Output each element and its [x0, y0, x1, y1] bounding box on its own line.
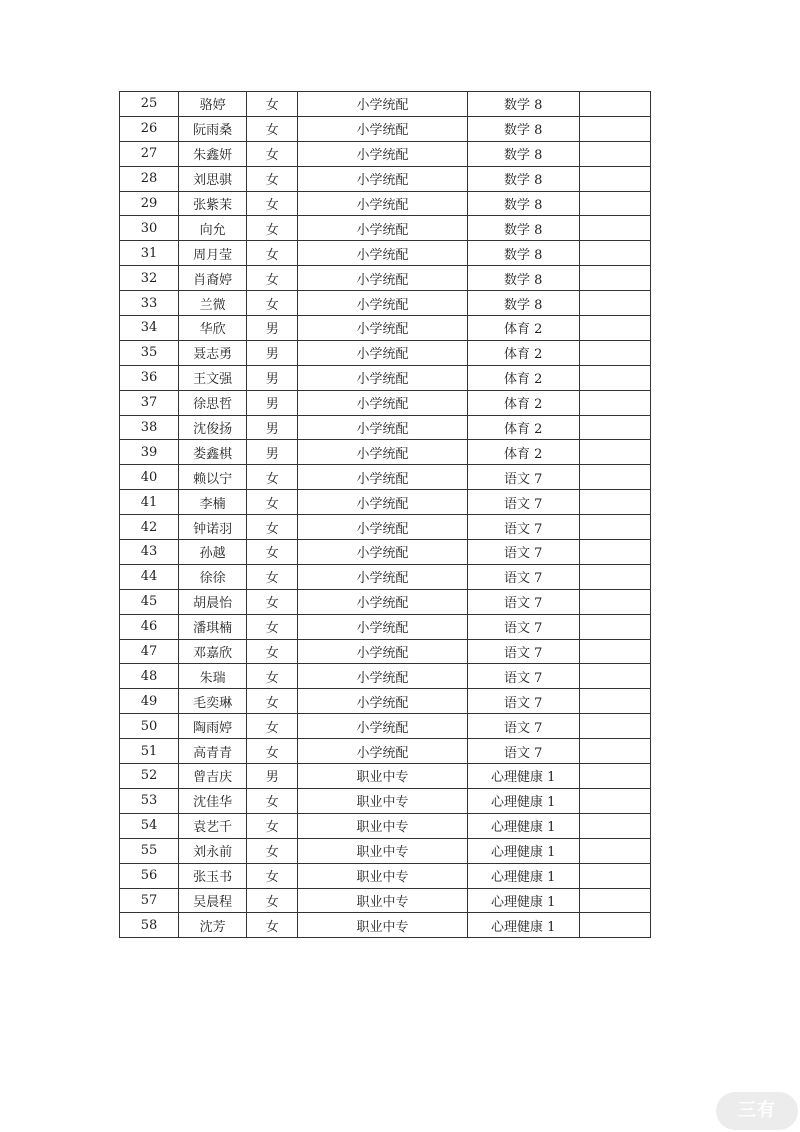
row-number-cell: 55	[120, 838, 179, 863]
assignment-type-cell: 小学统配	[298, 415, 467, 440]
name-cell: 沈芳	[179, 913, 247, 938]
gender-cell: 男	[247, 340, 298, 365]
subject-cell: 语文 7	[467, 614, 579, 639]
subject-cell: 数学 8	[467, 141, 579, 166]
subject-cell: 体育 2	[467, 390, 579, 415]
remarks-cell	[579, 764, 650, 789]
table-row	[120, 564, 651, 589]
row-number-cell: 54	[120, 813, 179, 838]
table-row	[120, 166, 651, 191]
row-number-cell: 43	[120, 540, 179, 565]
row-number-cell: 35	[120, 340, 179, 365]
row-number-cell: 41	[120, 490, 179, 515]
table-row	[120, 714, 651, 739]
name-cell: 曾吉庆	[179, 764, 247, 789]
gender-cell: 女	[247, 166, 298, 191]
row-number-cell: 39	[120, 440, 179, 465]
row-number-cell: 27	[120, 141, 179, 166]
gender-cell: 女	[247, 863, 298, 888]
remarks-cell	[579, 216, 650, 241]
assignment-type-cell: 小学统配	[298, 689, 467, 714]
assignment-type-cell: 小学统配	[298, 639, 467, 664]
row-number-cell: 26	[120, 116, 179, 141]
remarks-cell	[579, 440, 650, 465]
name-cell: 刘思骐	[179, 166, 247, 191]
subject-cell: 数学 8	[467, 216, 579, 241]
subject-cell: 心理健康 1	[467, 863, 579, 888]
gender-cell: 女	[247, 266, 298, 291]
assignment-type-cell: 小学统配	[298, 266, 467, 291]
name-cell: 周月莹	[179, 241, 247, 266]
table-row	[120, 141, 651, 166]
name-cell: 沈佳华	[179, 788, 247, 813]
row-number-cell: 38	[120, 415, 179, 440]
assignment-type-cell: 小学统配	[298, 316, 467, 341]
name-cell: 沈俊扬	[179, 415, 247, 440]
remarks-cell	[579, 788, 650, 813]
gender-cell: 女	[247, 838, 298, 863]
gender-cell: 女	[247, 739, 298, 764]
assignment-type-cell: 小学统配	[298, 92, 467, 117]
table-row	[120, 764, 651, 789]
name-cell: 肖裔婷	[179, 266, 247, 291]
table-row	[120, 664, 651, 689]
row-number-cell: 50	[120, 714, 179, 739]
gender-cell: 女	[247, 913, 298, 938]
table-row	[120, 191, 651, 216]
gender-cell: 女	[247, 241, 298, 266]
subject-cell: 心理健康 1	[467, 813, 579, 838]
name-cell: 高青青	[179, 739, 247, 764]
table-row	[120, 241, 651, 266]
table-row	[120, 116, 651, 141]
subject-cell: 语文 7	[467, 465, 579, 490]
subject-cell: 体育 2	[467, 365, 579, 390]
table-row	[120, 415, 651, 440]
name-cell: 向允	[179, 216, 247, 241]
remarks-cell	[579, 191, 650, 216]
subject-cell: 心理健康 1	[467, 788, 579, 813]
row-number-cell: 48	[120, 664, 179, 689]
remarks-cell	[579, 664, 650, 689]
assignment-type-cell: 小学统配	[298, 116, 467, 141]
name-cell: 胡晨怡	[179, 589, 247, 614]
assignment-type-cell: 小学统配	[298, 390, 467, 415]
remarks-cell	[579, 540, 650, 565]
row-number-cell: 36	[120, 365, 179, 390]
remarks-cell	[579, 714, 650, 739]
row-number-cell: 34	[120, 316, 179, 341]
table-row	[120, 913, 651, 938]
subject-cell: 语文 7	[467, 739, 579, 764]
remarks-cell	[579, 92, 650, 117]
table-row	[120, 291, 651, 316]
assignment-type-cell: 职业中专	[298, 913, 467, 938]
subject-cell: 体育 2	[467, 340, 579, 365]
subject-cell: 数学 8	[467, 92, 579, 117]
subject-cell: 数学 8	[467, 291, 579, 316]
gender-cell: 男	[247, 415, 298, 440]
gender-cell: 男	[247, 365, 298, 390]
table-row	[120, 216, 651, 241]
table-row	[120, 863, 651, 888]
name-cell: 徐思哲	[179, 390, 247, 415]
name-cell: 邓嘉欣	[179, 639, 247, 664]
row-number-cell: 40	[120, 465, 179, 490]
gender-cell: 男	[247, 764, 298, 789]
assignment-type-cell: 小学统配	[298, 365, 467, 390]
remarks-cell	[579, 589, 650, 614]
name-cell: 袁艺千	[179, 813, 247, 838]
assignment-type-cell: 小学统配	[298, 540, 467, 565]
subject-cell: 心理健康 1	[467, 764, 579, 789]
remarks-cell	[579, 639, 650, 664]
table-row	[120, 365, 651, 390]
subject-cell: 体育 2	[467, 440, 579, 465]
assignment-type-cell: 小学统配	[298, 191, 467, 216]
gender-cell: 男	[247, 390, 298, 415]
gender-cell: 女	[247, 92, 298, 117]
subject-cell: 数学 8	[467, 241, 579, 266]
remarks-cell	[579, 390, 650, 415]
remarks-cell	[579, 813, 650, 838]
name-cell: 吴晨程	[179, 888, 247, 913]
table-row	[120, 465, 651, 490]
gender-cell: 女	[247, 639, 298, 664]
subject-cell: 体育 2	[467, 415, 579, 440]
subject-cell: 语文 7	[467, 490, 579, 515]
table-row	[120, 490, 651, 515]
row-number-cell: 47	[120, 639, 179, 664]
gender-cell: 男	[247, 316, 298, 341]
table-row	[120, 689, 651, 714]
remarks-cell	[579, 316, 650, 341]
table-row	[120, 316, 651, 341]
row-number-cell: 45	[120, 589, 179, 614]
name-cell: 兰微	[179, 291, 247, 316]
gender-cell: 女	[247, 614, 298, 639]
gender-cell: 女	[247, 540, 298, 565]
remarks-cell	[579, 863, 650, 888]
assignment-type-cell: 职业中专	[298, 764, 467, 789]
remarks-cell	[579, 913, 650, 938]
table-row	[120, 739, 651, 764]
subject-cell: 心理健康 1	[467, 838, 579, 863]
name-cell: 赖以宁	[179, 465, 247, 490]
row-number-cell: 29	[120, 191, 179, 216]
gender-cell: 女	[247, 291, 298, 316]
subject-cell: 数学 8	[467, 266, 579, 291]
row-number-cell: 46	[120, 614, 179, 639]
row-number-cell: 37	[120, 390, 179, 415]
row-number-cell: 52	[120, 764, 179, 789]
assignment-type-cell: 小学统配	[298, 465, 467, 490]
row-number-cell: 28	[120, 166, 179, 191]
remarks-cell	[579, 340, 650, 365]
table-row	[120, 813, 651, 838]
remarks-cell	[579, 490, 650, 515]
name-cell: 钟诺羽	[179, 515, 247, 540]
row-number-cell: 44	[120, 564, 179, 589]
table-row	[120, 515, 651, 540]
gender-cell: 男	[247, 440, 298, 465]
gender-cell: 女	[247, 465, 298, 490]
subject-cell: 语文 7	[467, 589, 579, 614]
assignment-table	[119, 91, 651, 938]
assignment-type-cell: 职业中专	[298, 863, 467, 888]
row-number-cell: 31	[120, 241, 179, 266]
assignment-type-cell: 小学统配	[298, 166, 467, 191]
assignment-type-cell: 小学统配	[298, 340, 467, 365]
gender-cell: 女	[247, 589, 298, 614]
remarks-cell	[579, 465, 650, 490]
gender-cell: 女	[247, 689, 298, 714]
remarks-cell	[579, 365, 650, 390]
name-cell: 毛奕琳	[179, 689, 247, 714]
table-row	[120, 888, 651, 913]
row-number-cell: 56	[120, 863, 179, 888]
remarks-cell	[579, 838, 650, 863]
row-number-cell: 30	[120, 216, 179, 241]
gender-cell: 女	[247, 191, 298, 216]
assignment-type-cell: 小学统配	[298, 714, 467, 739]
remarks-cell	[579, 888, 650, 913]
remarks-cell	[579, 739, 650, 764]
subject-cell: 数学 8	[467, 191, 579, 216]
name-cell: 聂志勇	[179, 340, 247, 365]
subject-cell: 语文 7	[467, 664, 579, 689]
gender-cell: 女	[247, 490, 298, 515]
table-row	[120, 838, 651, 863]
row-number-cell: 32	[120, 266, 179, 291]
assignment-type-cell: 小学统配	[298, 440, 467, 465]
subject-cell: 语文 7	[467, 689, 579, 714]
remarks-cell	[579, 689, 650, 714]
assignment-type-cell: 小学统配	[298, 614, 467, 639]
gender-cell: 女	[247, 216, 298, 241]
subject-cell: 心理健康 1	[467, 913, 579, 938]
remarks-cell	[579, 141, 650, 166]
name-cell: 陶雨婷	[179, 714, 247, 739]
name-cell: 王文强	[179, 365, 247, 390]
assignment-type-cell: 小学统配	[298, 564, 467, 589]
name-cell: 刘永前	[179, 838, 247, 863]
gender-cell: 女	[247, 888, 298, 913]
table-row	[120, 589, 651, 614]
name-cell: 朱瑞	[179, 664, 247, 689]
table-row	[120, 266, 651, 291]
assignment-type-cell: 小学统配	[298, 216, 467, 241]
assignment-type-cell: 职业中专	[298, 813, 467, 838]
name-cell: 张玉书	[179, 863, 247, 888]
remarks-cell	[579, 241, 650, 266]
subject-cell: 语文 7	[467, 564, 579, 589]
subject-cell: 心理健康 1	[467, 888, 579, 913]
remarks-cell	[579, 266, 650, 291]
table-row	[120, 440, 651, 465]
row-number-cell: 51	[120, 739, 179, 764]
assignment-type-cell: 小学统配	[298, 490, 467, 515]
assignment-type-cell: 职业中专	[298, 888, 467, 913]
row-number-cell: 53	[120, 788, 179, 813]
name-cell: 徐徐	[179, 564, 247, 589]
row-number-cell: 33	[120, 291, 179, 316]
subject-cell: 语文 7	[467, 639, 579, 664]
assignment-type-cell: 小学统配	[298, 241, 467, 266]
remarks-cell	[579, 116, 650, 141]
gender-cell: 女	[247, 564, 298, 589]
name-cell: 潘琪楠	[179, 614, 247, 639]
watermark-badge: 三有	[716, 1092, 798, 1130]
assignment-type-cell: 小学统配	[298, 291, 467, 316]
table-row	[120, 639, 651, 664]
table-row	[120, 390, 651, 415]
subject-cell: 语文 7	[467, 540, 579, 565]
assignment-type-cell: 小学统配	[298, 739, 467, 764]
name-cell: 骆婷	[179, 92, 247, 117]
name-cell: 孙越	[179, 540, 247, 565]
row-number-cell: 58	[120, 913, 179, 938]
assignment-type-cell: 小学统配	[298, 589, 467, 614]
gender-cell: 女	[247, 788, 298, 813]
row-number-cell: 57	[120, 888, 179, 913]
gender-cell: 女	[247, 664, 298, 689]
assignment-type-cell: 职业中专	[298, 788, 467, 813]
row-number-cell: 49	[120, 689, 179, 714]
name-cell: 朱鑫妍	[179, 141, 247, 166]
remarks-cell	[579, 291, 650, 316]
subject-cell: 体育 2	[467, 316, 579, 341]
name-cell: 华欣	[179, 316, 247, 341]
remarks-cell	[579, 166, 650, 191]
row-number-cell: 25	[120, 92, 179, 117]
subject-cell: 语文 7	[467, 714, 579, 739]
remarks-cell	[579, 515, 650, 540]
remarks-cell	[579, 564, 650, 589]
assignment-type-cell: 小学统配	[298, 515, 467, 540]
name-cell: 娄鑫棋	[179, 440, 247, 465]
subject-cell: 语文 7	[467, 515, 579, 540]
assignment-type-cell: 职业中专	[298, 838, 467, 863]
gender-cell: 女	[247, 813, 298, 838]
gender-cell: 女	[247, 714, 298, 739]
table-row	[120, 614, 651, 639]
row-number-cell: 42	[120, 515, 179, 540]
gender-cell: 女	[247, 116, 298, 141]
table-body	[120, 92, 651, 938]
table-row	[120, 340, 651, 365]
name-cell: 李楠	[179, 490, 247, 515]
assignment-type-cell: 小学统配	[298, 664, 467, 689]
table-row	[120, 540, 651, 565]
subject-cell: 数学 8	[467, 166, 579, 191]
table-row	[120, 788, 651, 813]
assignment-type-cell: 小学统配	[298, 141, 467, 166]
table-row	[120, 92, 651, 117]
remarks-cell	[579, 415, 650, 440]
gender-cell: 女	[247, 515, 298, 540]
name-cell: 张紫茉	[179, 191, 247, 216]
gender-cell: 女	[247, 141, 298, 166]
remarks-cell	[579, 614, 650, 639]
name-cell: 阮雨桑	[179, 116, 247, 141]
subject-cell: 数学 8	[467, 116, 579, 141]
